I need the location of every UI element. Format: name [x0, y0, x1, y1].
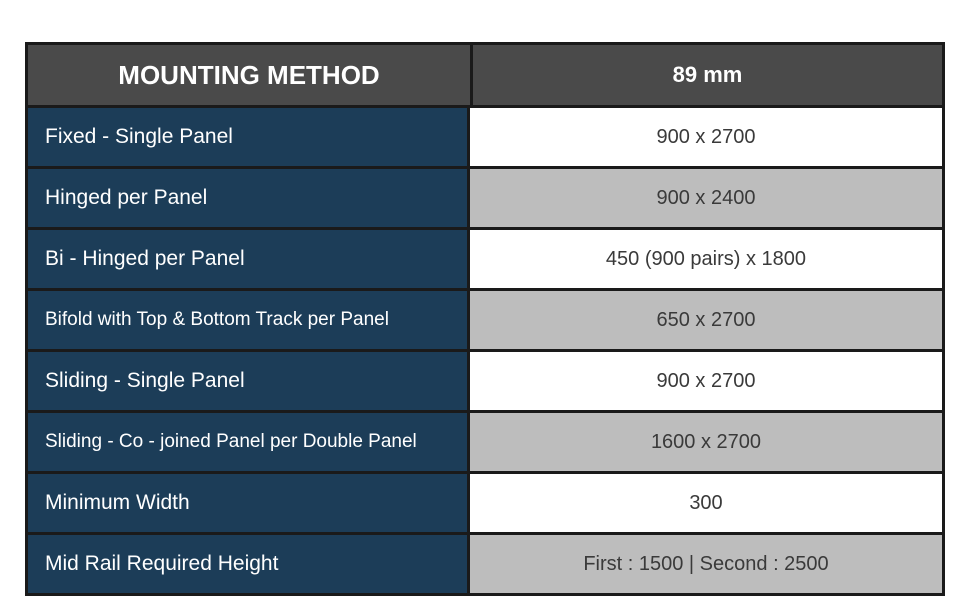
method-cell: Sliding - Co - joined Panel per Double Panel [28, 413, 470, 471]
method-cell: Minimum Width [28, 474, 470, 532]
table-header [28, 45, 942, 108]
header-size: 89 mm [672, 62, 743, 87]
size-cell: 300 [470, 474, 942, 532]
size-cell: 650 x 2700 [470, 291, 942, 349]
method-cell: Bi - Hinged per Panel [28, 230, 470, 288]
size-cell: First : 1500 | Second : 2500 [470, 535, 942, 593]
method-cell: Hinged per Panel [28, 169, 470, 227]
size-cell: 450 (900 pairs) x 1800 [470, 230, 942, 288]
table-row [28, 169, 942, 230]
table-row [28, 413, 942, 474]
table-row [28, 474, 942, 535]
size-cell: 900 x 2400 [470, 169, 942, 227]
method-cell: Fixed - Single Panel [28, 108, 470, 166]
method-cell: Sliding - Single Panel [28, 352, 470, 410]
table-row [28, 291, 942, 352]
size-cell: 900 x 2700 [470, 108, 942, 166]
table-row [28, 108, 942, 169]
size-cell: 900 x 2700 [470, 352, 942, 410]
header-mounting-method: MOUNTING METHOD [28, 45, 473, 105]
method-cell: Bifold with Top & Bottom Track per Panel [28, 291, 470, 349]
table-row [28, 230, 942, 291]
method-cell: Mid Rail Required Height [28, 535, 470, 593]
table-row [28, 535, 942, 593]
mounting-table [25, 42, 945, 596]
table-row [28, 352, 942, 413]
size-cell: 1600 x 2700 [470, 413, 942, 471]
